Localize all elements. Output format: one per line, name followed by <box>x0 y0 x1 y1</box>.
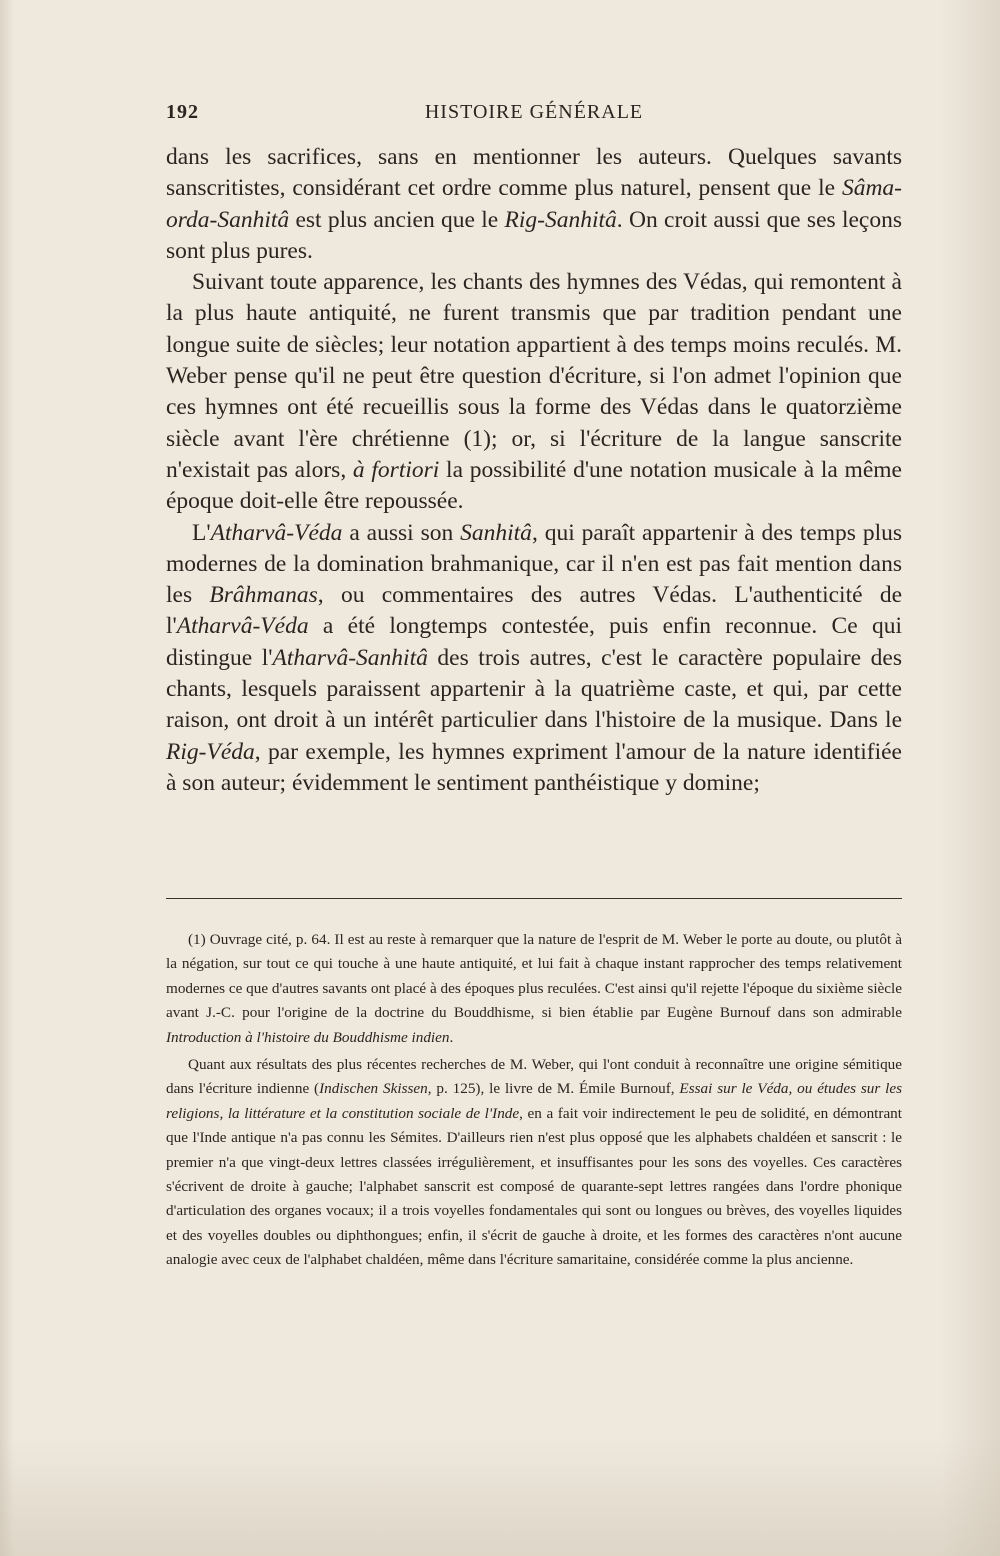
italic-title: Indischen Skissen <box>319 1080 428 1098</box>
footnote-1 <box>166 928 902 1050</box>
text-run: . On croit aussi que ses leçons sont plus pures. <box>166 206 902 264</box>
page-number: 192 <box>166 101 199 123</box>
text-run: , ou commentaires des autres Védas. L'authenticité de l' <box>166 582 903 640</box>
text-run: , en a fait voir indirectement le peu de solidité, en démontrant que l'Inde antique n'a pas connu les Sémites. D'ailleurs rien n'est plus opposé que les alphabets chaldéen et sanscrit : le premier n'a que vingt-deux lettres classées irrégulièrement, et insuffisantes pour les sons des voyelles. Ces caractères s'écrivent de droite à gauche; l'alphabet sanscrit est composé de quarante-sept lettres rangées dans l'ordre phonique d'articulation des organes vocaux; il a trois voyelles fondamentales qui sont ou longues ou brèves, des voyelles liquides et des voyelles doubles ou diphthongues; enfin, il s'écrit de gauche à droite, et les formes des caractères n'ont aucune analogie avec ceux de l'alphabet chaldéen, même dans l'écriture samaritaine, considérée comme la plus ancienne. <box>166 1104 902 1269</box>
footnotes <box>166 928 902 1273</box>
text-run: Quant aux résultats des plus récentes recherches de M. Weber, qui l'ont conduit à reconnaître une origine sémitique dans l'écriture indienne ( <box>166 1056 902 1098</box>
italic-title: Brâhmanas <box>209 582 318 609</box>
paragraph-2 <box>166 267 902 517</box>
page-header <box>166 101 902 131</box>
footnote-1-continued <box>166 1053 902 1273</box>
text-run: L' <box>192 519 211 546</box>
page-edge-shadow-bottom <box>0 1436 1000 1556</box>
text-run: Suivant toute apparence, les chants des hymnes des Védas, qui remontent à la plus haute antiquité, ne furent transmis que par tradition pendant une longue suite de siècles; leur notation appartient à des temps moins reculés. M. Weber pense qu'il ne peut être question d'écriture, si l'on admet l'opinion que ces hymnes ont été recueillis sous la forme des Védas dans le quatorzième siècle avant l'ère chrétienne (1); or, si l'écriture de la langue sanscrite n'existait pas alors, <box>166 269 902 483</box>
paragraph-3 <box>166 518 902 800</box>
text-run: dans les sacrifices, sans en mentionner les auteurs. Quelques savants sanscritistes, considérant cet ordre comme plus naturel, pensent que le <box>166 144 902 202</box>
text-run: (1) Ouvrage cité, p. 64. Il est au reste à remarquer que la nature de l'esprit de M. Weber le porte au doute, ou plutôt à la négation, sur tout ce qui touche à une haute antiquité, et lui fait à chaque instant rapprocher des temps relativement modernes ce que d'autres savants ont placé à des époques plus reculées. C'est ainsi qu'il rejette l'époque du sixième siècle avant J.-C. pour l'origine de la doctrine du Bouddhisme, si bien établie par Eugène Burnouf dans son admirable <box>166 931 902 1022</box>
running-title: HISTOIRE GÉNÉRALE <box>424 101 644 123</box>
italic-title: Sâma-orda-Sanhitâ <box>166 175 902 233</box>
italic-title: Rig-Sanhitâ <box>504 206 617 233</box>
italic-title: Sanhitâ <box>460 519 532 546</box>
text-run: a été longtemps contestée, puis enfin reconnue. Ce qui distingue l' <box>166 613 902 671</box>
text-run: a aussi son <box>342 519 461 546</box>
main-text <box>166 142 902 799</box>
italic-phrase: à fortiori <box>352 456 440 483</box>
page-edge-shadow-left <box>0 0 14 1556</box>
text-run: , par exemple, les hymnes expriment l'amour de la nature identifiée à son auteur; évidemment le sentiment panthéistique y domine; <box>166 738 902 796</box>
page-edge-shadow-right <box>940 0 1000 1556</box>
italic-title: Rig-Véda <box>166 738 255 765</box>
italic-title: Atharvâ-Sanhitâ <box>272 644 428 671</box>
paragraph-1 <box>166 142 902 267</box>
text-run: , qui paraît appartenir à des temps plus modernes de la domination brahmanique, car il n'en est pas fait mention dans les <box>166 519 902 609</box>
footnote-separator <box>166 898 902 899</box>
italic-title: Introduction à l'histoire du Bouddhisme indien <box>166 1028 450 1046</box>
text-run: est plus ancien que le <box>289 206 505 233</box>
italic-title: Atharvâ-Véda <box>176 613 309 640</box>
text-run: des trois autres, c'est le caractère populaire des chants, lesquels paraissent appartenir à la quatrième caste, et qui, par cette raison, ont droit à un intérêt particulier dans l'histoire de la musique. Dans le <box>166 644 902 734</box>
text-run: , p. 125), le livre de M. Émile Burnouf, <box>427 1080 680 1098</box>
text-run: . <box>449 1028 454 1046</box>
italic-title: Atharvâ-Véda <box>210 519 343 546</box>
italic-title: Essai sur le Véda, ou études sur les religions, la littérature et la constitution sociale de l'Inde <box>166 1080 902 1122</box>
text-run: la possibilité d'une notation musicale à la même époque doit-elle être repoussée. <box>166 456 902 515</box>
